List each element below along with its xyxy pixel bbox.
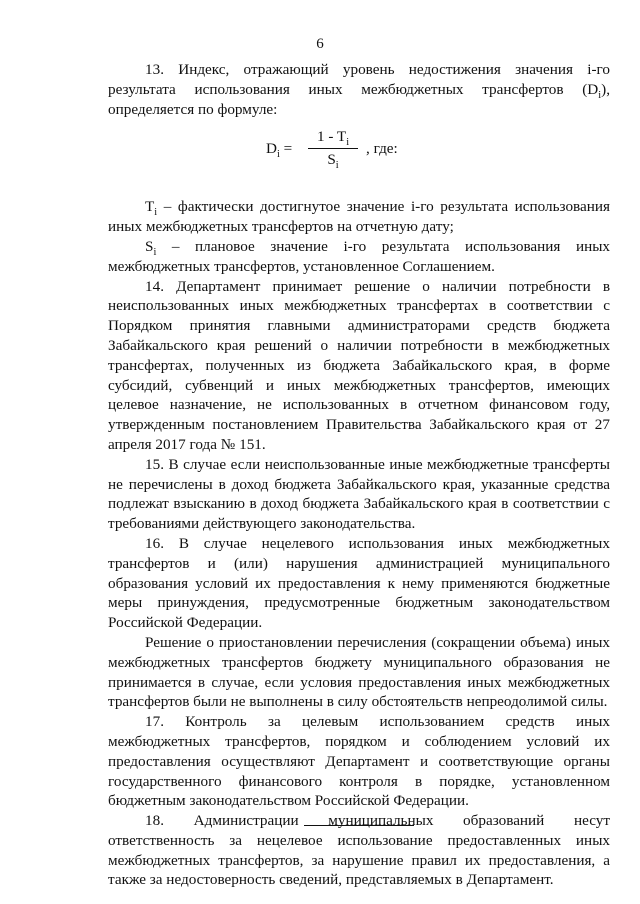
closing-rule [304,825,414,826]
formula-d-sub: i [276,149,280,161]
formula-where: , где: [366,140,398,158]
paragraph-15: 15. В случае если неиспользованные иные межбюджетные трансферты не перечислены в доход бюджета Забайкальского края, указанные средства подлежат взысканию в доход бюджета Забайкальского края в соответствии с требованиями действующего законодательства. [108,455,610,533]
paragraph-13-text: 13. Индекс, отражающий уровень недостижения значения i-го результата использования иных межбюджетных трансфертов (D [108,61,610,98]
page-number: 6 [316,36,324,52]
formula-equals: = [279,140,293,158]
definition-t-text: – фактически достигнутое значение i-го результата использования иных межбюджетных трансфертов на отчетную дату; [108,198,610,236]
formula [108,119,610,197]
paragraph-13-end: ), определяется по формуле: [108,80,610,118]
definition-s-text: – плановое значение i-го результата использования иных межбюджетных трансфертов, установленное Соглашением. [108,237,610,275]
paragraph-13 [108,60,610,119]
formula-den-sub: i [335,160,339,172]
definition-s [108,237,610,277]
symbol-t: T [145,198,155,216]
formula-fraction [308,127,358,170]
paragraph-14: 14. Департамент принимает решение о наличии потребности в неиспользованных иных межбюджетных трансфертах в соответствии с Порядком принятия главными администраторами средств бюджета Забайкальского края решений о наличии потребности в межбюджетных трансфертах, полученных из бюджета Забайкальского края, в форме субсидий, субвенций и иных межбюджетных трансфертов, имеющих целевое назначение, не использованных в отчетном финансовом году, утвержденным постановлением Правительства Забайкальского края от 27 апреля 2017 года № 151. [108,277,610,453]
formula-lhs [266,139,292,159]
document-body [108,60,610,890]
formula-num-text: 1 - T [316,128,347,146]
paragraph-18: 18. Администрации муниципальных образований несут ответственность за нецелевое использование предоставленных иных межбюджетных трансфертов, за нарушение правил их предоставления, а также за недостоверность сведений, представляемых в Департамент. [108,812,610,889]
paragraph-16-decision: Решение о приостановлении перечисления (сокращении объема) иных межбюджетных трансфертов бюджету муниципального образования не принимается в случае, если условия предоставления иных межбюджетных трансфертов были не выполнены в силу обстоятельств непреодолимой силы. [108,633,610,711]
definition-t [108,197,610,237]
formula-d: D [266,140,277,158]
symbol-s-sub: i [153,247,157,259]
paragraph-16: 16. В случае нецелевого использования иных межбюджетных трансфертов и (или) нарушения администрацией муниципального образования условий их предоставления к нему применяются бюджетные меры принуждения, предусмотренные бюджетным законодательством Российской Федерации. [108,534,610,632]
symbol-s: S [145,237,154,255]
formula-num-sub: i [346,137,350,149]
formula-denominator [308,149,358,170]
symbol-t-sub: i [154,207,158,219]
formula-den-text: S [327,151,336,169]
subscript-i: i [598,89,602,101]
paragraph-17: 17. Контроль за целевым использованием средств иных межбюджетных трансфертов, порядком и соблюдением условий их предоставления осуществляют Департамент и соответствующие органы государственного финансового контроля в порядке, установленном бюджетным законодательством Российской Федерации. [108,713,610,810]
formula-numerator [308,127,358,149]
